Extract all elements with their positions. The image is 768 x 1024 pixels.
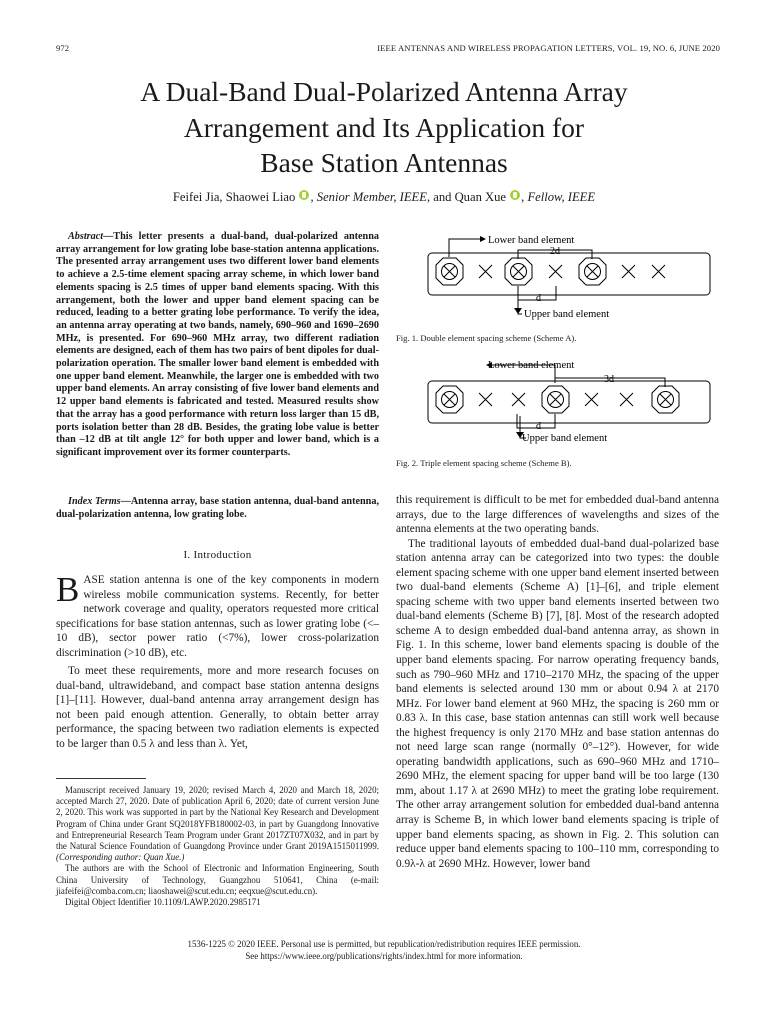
dimension-label: 2d [550,246,560,257]
figure-1-caption: Fig. 1. Double element spacing scheme (Scheme A). [396,333,577,343]
figure-2-caption: Fig. 2. Triple element spacing scheme (Scheme B). [396,458,572,468]
footnote-rule [56,778,146,779]
author-role: Senior Member, IEEE [316,190,427,204]
drop-cap: B [56,570,80,609]
author-role: Fellow, IEEE [527,190,596,204]
lower-band-element [542,386,569,413]
dimension-label: d [536,293,541,304]
orcid-icon[interactable] [299,190,309,200]
page-number: 972 [56,43,70,53]
index-terms [56,496,379,521]
upper-band-element [479,393,492,406]
orcid-icon[interactable] [510,190,520,200]
lower-band-label: Lower band element [488,235,575,246]
lower-band-label: Lower band element [488,360,575,371]
footnotes [56,785,379,908]
paragraph-text: ASE station antenna is one of the key components in modern wireless mobile communication systems. Recently, for better network coverage and quality, operators requested more critical specifications for base station antennas, such as lower grating lobe (<–10 dB), sector power ratio (<7%), lower cross-polarization discrimination (>10 dB), etc. [56,574,379,659]
upper-band-element [479,265,492,278]
running-header: IEEE ANTENNAS AND WIRELESS PROPAGATION LETTERS, VOL. 19, NO. 6, JUNE 2020 [377,43,720,53]
lower-band-element [505,258,532,285]
paper-title [40,74,728,181]
title-line: Base Station Antennas [260,147,508,178]
figure-1-diagram [396,226,726,326]
upper-band-element [620,393,633,406]
intro-paragraph-2 [56,664,379,751]
paragraph-text: The traditional layouts of embedded dual-band dual-polarized base station antenna array can be categorized into two types: the double element spacing scheme with one upper band element inserted between two dual-band elements (Scheme A) [1]–[6], and triple element spacing scheme with two upper band elements inserted between two dual-band elements (Scheme B) [7], [8]. Most of the research adopted scheme A to design embedded dual-band antenna array, as shown in Fig. 1. In this scheme, lower band elements spacing is double of the upper band elements spacing. For narrow operating frequency bands, such as 790–960 MHz and 1710–2170 MHz, the spacing of the upper band elements is selected around 130 mm or about 0.94 λ at 2170 MHz. For lower band element at 960 MHz, the spacing is 260 mm or 0.83 λ. In this case, base station antennas can still work well because the highest frequency is only 2170 MHz and base station antennas do not need large scan range (normally 0°–12°). However, for wide operating bandwidth applications, such as 690–960 MHz and 1710–2690 MHz, the element spacing for upper band will be too large (130 mm, about 1.17 λ at 2690 MHz) to meet the grating lobe requirement. The other array arrangement solution for embedded dual-band antenna array is Scheme B, in which lower band elements spacing is triple of upper band elements spacing, as shown in Fig. 2. This solution can reduce upper band elements spacing to 100–110 mm, corresponding to 0.9λ-λ at 2690 MHz. However, lower band [396,537,719,870]
lower-band-element [436,258,463,285]
copyright-line: 1536-1225 © 2020 IEEE. Personal use is permitted, but republication/redistribution requires IEEE permission. [187,939,581,949]
body-right-column [396,493,719,871]
upper-band-element [585,393,598,406]
lower-band-element [436,386,463,413]
footnote-text: Manuscript received January 19, 2020; revised March 4, 2020 and March 18, 2020; accepted March 27, 2020. Date of publication April 6, 2020; date of current version June 2, 2020. This work was supported in part by the National Key Research and Development Program of China under Grant SQ2018YFB180002-03, in part by Guangdong Innovative and Entrepreneurial Research Team Program under Grant 2017ZT07X032, and in part by the Natural Science Foundation of Guangdong Province under Grant 2019A1515011999. [56,785,379,852]
author-names: , and Quan Xue [426,190,506,204]
intro-paragraph-1 [56,570,379,660]
abstract [56,231,379,460]
author-line: Feifei Jia, Shaowei Liao , Senior Member, IEEE, and Quan Xue , Fellow, IEEE [172,190,596,204]
upper-band-element [652,265,665,278]
upper-band-label: Upper band element [522,433,608,444]
footnote-doi: Digital Object Identifier 10.1109/LAWP.2020.2985171 [65,897,261,908]
upper-band-element [622,265,635,278]
dimension-label: d [536,421,541,432]
figure-2-diagram [396,354,726,454]
index-terms-text: —Antenna array, base station antenna, dual-band antenna, dual-polarization antenna, low grating lobe. [56,496,379,520]
title-line: A Dual-Band Dual-Polarized Antenna Array [140,76,628,107]
paragraph-text: To meet these requirements, more and more research focuses on dual-band, ultrawideband, and compact base station antenna designs [1]–[11]. However, dual-band antenna array arrangement design has not been paid enough attention. Generally, to obtain better array performance, the spacing between two radiation elements is expected to be larger than 0.5 λ and less than λ. Yet, [56,665,379,750]
upper-band-label: Upper band element [524,309,610,320]
paragraph-text: this requirement is difficult to be met for embedded dual-band antenna arrays, due to the large differences of wavelengths and sizes of the antenna elements at the two operating bands. [396,494,719,536]
abstract-label: Abstract [68,231,104,242]
lower-band-element [652,386,679,413]
footnote-text: The authors are with the School of Electronic and Information Engineering, South China University of Technology, Guangzhou 510641, China (e-mail: jiafeifei@comba.com.cn; liaoshawei@scut.edu.cn; eeqxue@scut.edu.cn). [56,863,379,896]
dimension-label: 3d [604,374,614,385]
footnote-corresponding: (Corresponding author: Quan Xue.) [56,852,185,863]
array-outline [428,253,710,295]
title-line: Arrangement and Its Application for [183,111,585,143]
copyright-footer [40,939,728,962]
section-heading: I. Introduction [183,549,252,561]
author-names: Feifei Jia, Shaowei Liao [172,190,296,204]
lower-band-element [579,258,606,285]
upper-band-element [549,265,562,278]
upper-band-element [512,393,525,406]
rights-link-line[interactable]: See https://www.ieee.org/publications/rights/index.html for more information. [245,950,523,961]
index-terms-label: Index Terms [68,496,121,507]
abstract-text: —This letter presents a dual-band, dual-polarized antenna array arrangement for low grating lobe base-station antenna applications. The presented array arrangement uses two different lower band elements to achieve a 2.5-time element spacing array scheme, in which lower band elements spacing is 2.5 times of upper band elements spacing. With this arrangement, both the lower and upper band element spacing can be reduced, leading to a better grating lobe performance. To verify the idea, an antenna array operating at two bands, namely, 690–960 and 1690–2690 MHz, is presented. For 690–960 MHz array, two different radiation elements are designed, each of them has two pairs of bent dipoles for dual-polarization operation. The smaller lower band element is embedded with one upper band element. Meanwhile, the larger one is embedded with two upper band elements. An array consisting of five lower band elements and 12 upper band elements is fabricated and tested. Measured results show that the array has a good performance with return loss larger than 15 dB, ports isolation better than 28 dB. Besides, the grating lobe value is better than –12 dB at tilt angle 12° for both upper and lower band, which is a significant improvement over its former counterparts. [56,231,379,458]
